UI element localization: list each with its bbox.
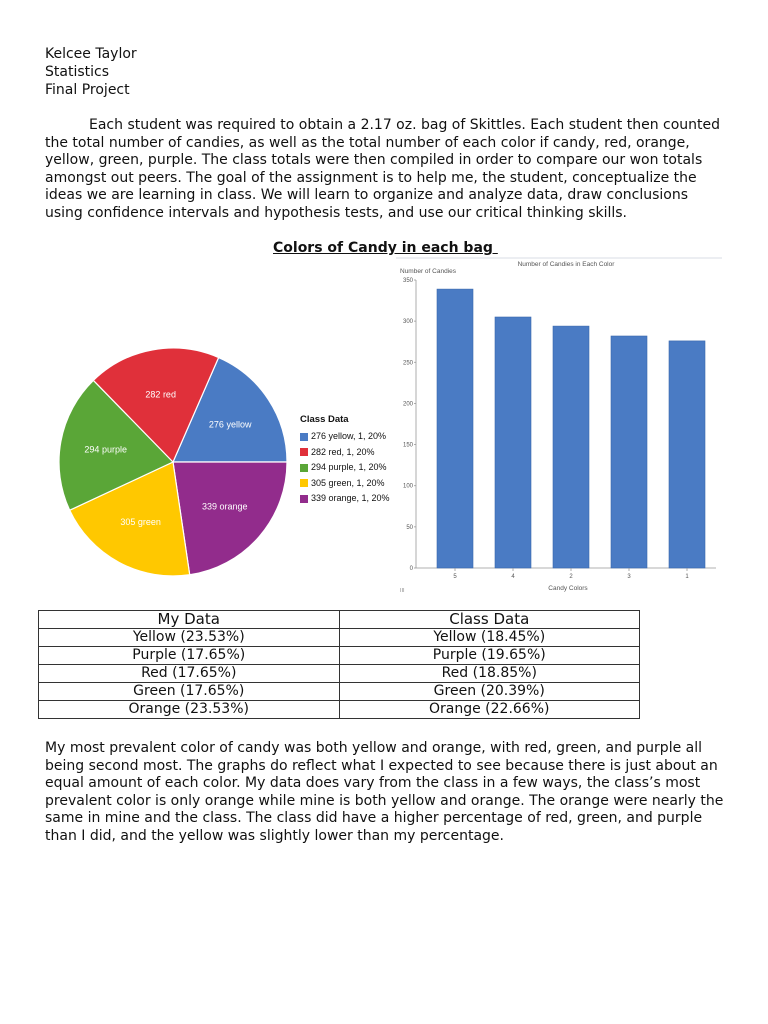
x-axis-label: Candy Colors [548, 585, 588, 592]
bar-1 [669, 341, 705, 568]
pie-chart [55, 340, 295, 584]
legend-item [300, 491, 390, 507]
bar-5 [437, 289, 473, 568]
table-row [39, 629, 640, 647]
column-header-class-data: Class Data [339, 611, 640, 629]
table-cell: Orange (23.53%) [39, 701, 340, 719]
table-cell: Green (20.39%) [339, 683, 640, 701]
pie-slice-label: 339 orange [202, 501, 248, 512]
legend-label: 305 green, 1, 20% [311, 477, 385, 488]
x-tick-label: 5 [453, 574, 457, 580]
pie-slice-label: 276 yellow [208, 419, 252, 430]
legend-label: 294 purple, 1, 20% [311, 462, 387, 472]
table-row [39, 701, 640, 719]
pie-slice-orange [173, 462, 287, 575]
column-header-my-data: My Data [39, 611, 340, 629]
table-cell: Red (17.65%) [39, 665, 340, 683]
y-tick-label: 50 [406, 524, 413, 531]
legend-item [300, 460, 390, 476]
x-tick-label: 1 [685, 574, 689, 580]
legend-label: 339 orange, 1, 20% [311, 493, 390, 503]
bar-3 [611, 336, 647, 568]
legend-title: Class Data [300, 414, 349, 425]
legend-swatch [300, 433, 308, 441]
pie-slice-label: 282 red [145, 389, 176, 400]
legend-label: 282 red, 1, 20% [311, 446, 375, 457]
pie-slice-label: 294 purple [84, 444, 127, 455]
y-tick-label: 300 [402, 319, 413, 326]
table-cell: Red (18.85%) [339, 665, 640, 683]
table-row [39, 647, 640, 665]
legend-item [300, 429, 390, 445]
assignment-name: Final Project [45, 82, 130, 98]
conclusion-paragraph: My most prevalent color of candy was both yellow and orange, with red, green, and purple all being second most. The graphs do reflect what I expected to see because there is just about an equal amount of each color. My data does vary from the class in a few ways, the class’s most prevalent color is only orange while mine is both yellow and orange. The orange were nearly the same in mine and the class. The class did have a higher percentage of red, green, and purple than I did, and the yellow was slightly lower than my percentage. [45, 740, 724, 844]
y-tick-label: 200 [402, 401, 413, 408]
document-header [45, 45, 137, 99]
y-tick-label: 250 [402, 360, 413, 367]
comparison-table [38, 610, 640, 719]
table-cell: Orange (22.66%) [339, 701, 640, 719]
intro-paragraph: Each student was required to obtain a 2.17 oz. bag of Skittles. Each student then counted the total number of candies, as well as the total number of each color if candy, red, orange, yellow, green, purple. The class totals were then compiled in order to compare our won totals amongst out peers. The goal of the assignment is to help me, the student, conceptualize the ideas we are learning in class. We will learn to organize and analyze data, draw conclusions using confidence intervals and hypothesis tests, and use our critical thinking skills. [45, 117, 721, 221]
x-tick-label: 3 [627, 574, 631, 580]
y-axis-label: Number of Candies [400, 268, 456, 275]
corner-mark: III [400, 588, 405, 594]
legend-swatch [300, 464, 308, 472]
bar-2 [553, 326, 589, 568]
x-tick-label: 2 [569, 574, 573, 580]
y-tick-label: 150 [402, 442, 413, 449]
table-cell: Purple (17.65%) [39, 647, 340, 665]
bar-4 [495, 317, 531, 568]
y-tick-label: 100 [402, 483, 413, 490]
legend-label: 276 yellow, 1, 20% [311, 431, 387, 441]
legend-item [300, 476, 390, 492]
table-row [39, 683, 640, 701]
table-cell: Yellow (18.45%) [339, 629, 640, 647]
table-header-row [39, 611, 640, 629]
course-name: Statistics [45, 64, 109, 80]
bar-chart-title: Number of Candies in Each Color [517, 261, 615, 268]
table-row [39, 665, 640, 683]
x-tick-label: 4 [511, 574, 515, 580]
table-cell: Purple (19.65%) [339, 647, 640, 665]
table-cell: Yellow (23.53%) [39, 629, 340, 647]
bar-chart [396, 254, 722, 594]
legend-item [300, 445, 390, 461]
y-tick-label: 350 [402, 278, 413, 284]
legend-swatch [300, 479, 308, 487]
pie-legend [300, 414, 390, 507]
legend-swatch [300, 495, 308, 503]
table-cell: Green (17.65%) [39, 683, 340, 701]
y-tick-label: 0 [409, 566, 413, 572]
figure-title: Colors of Candy in each bag [273, 240, 498, 256]
author-name: Kelcee Taylor [45, 46, 137, 62]
legend-swatch [300, 448, 308, 456]
pie-slice-label: 305 green [120, 517, 161, 528]
